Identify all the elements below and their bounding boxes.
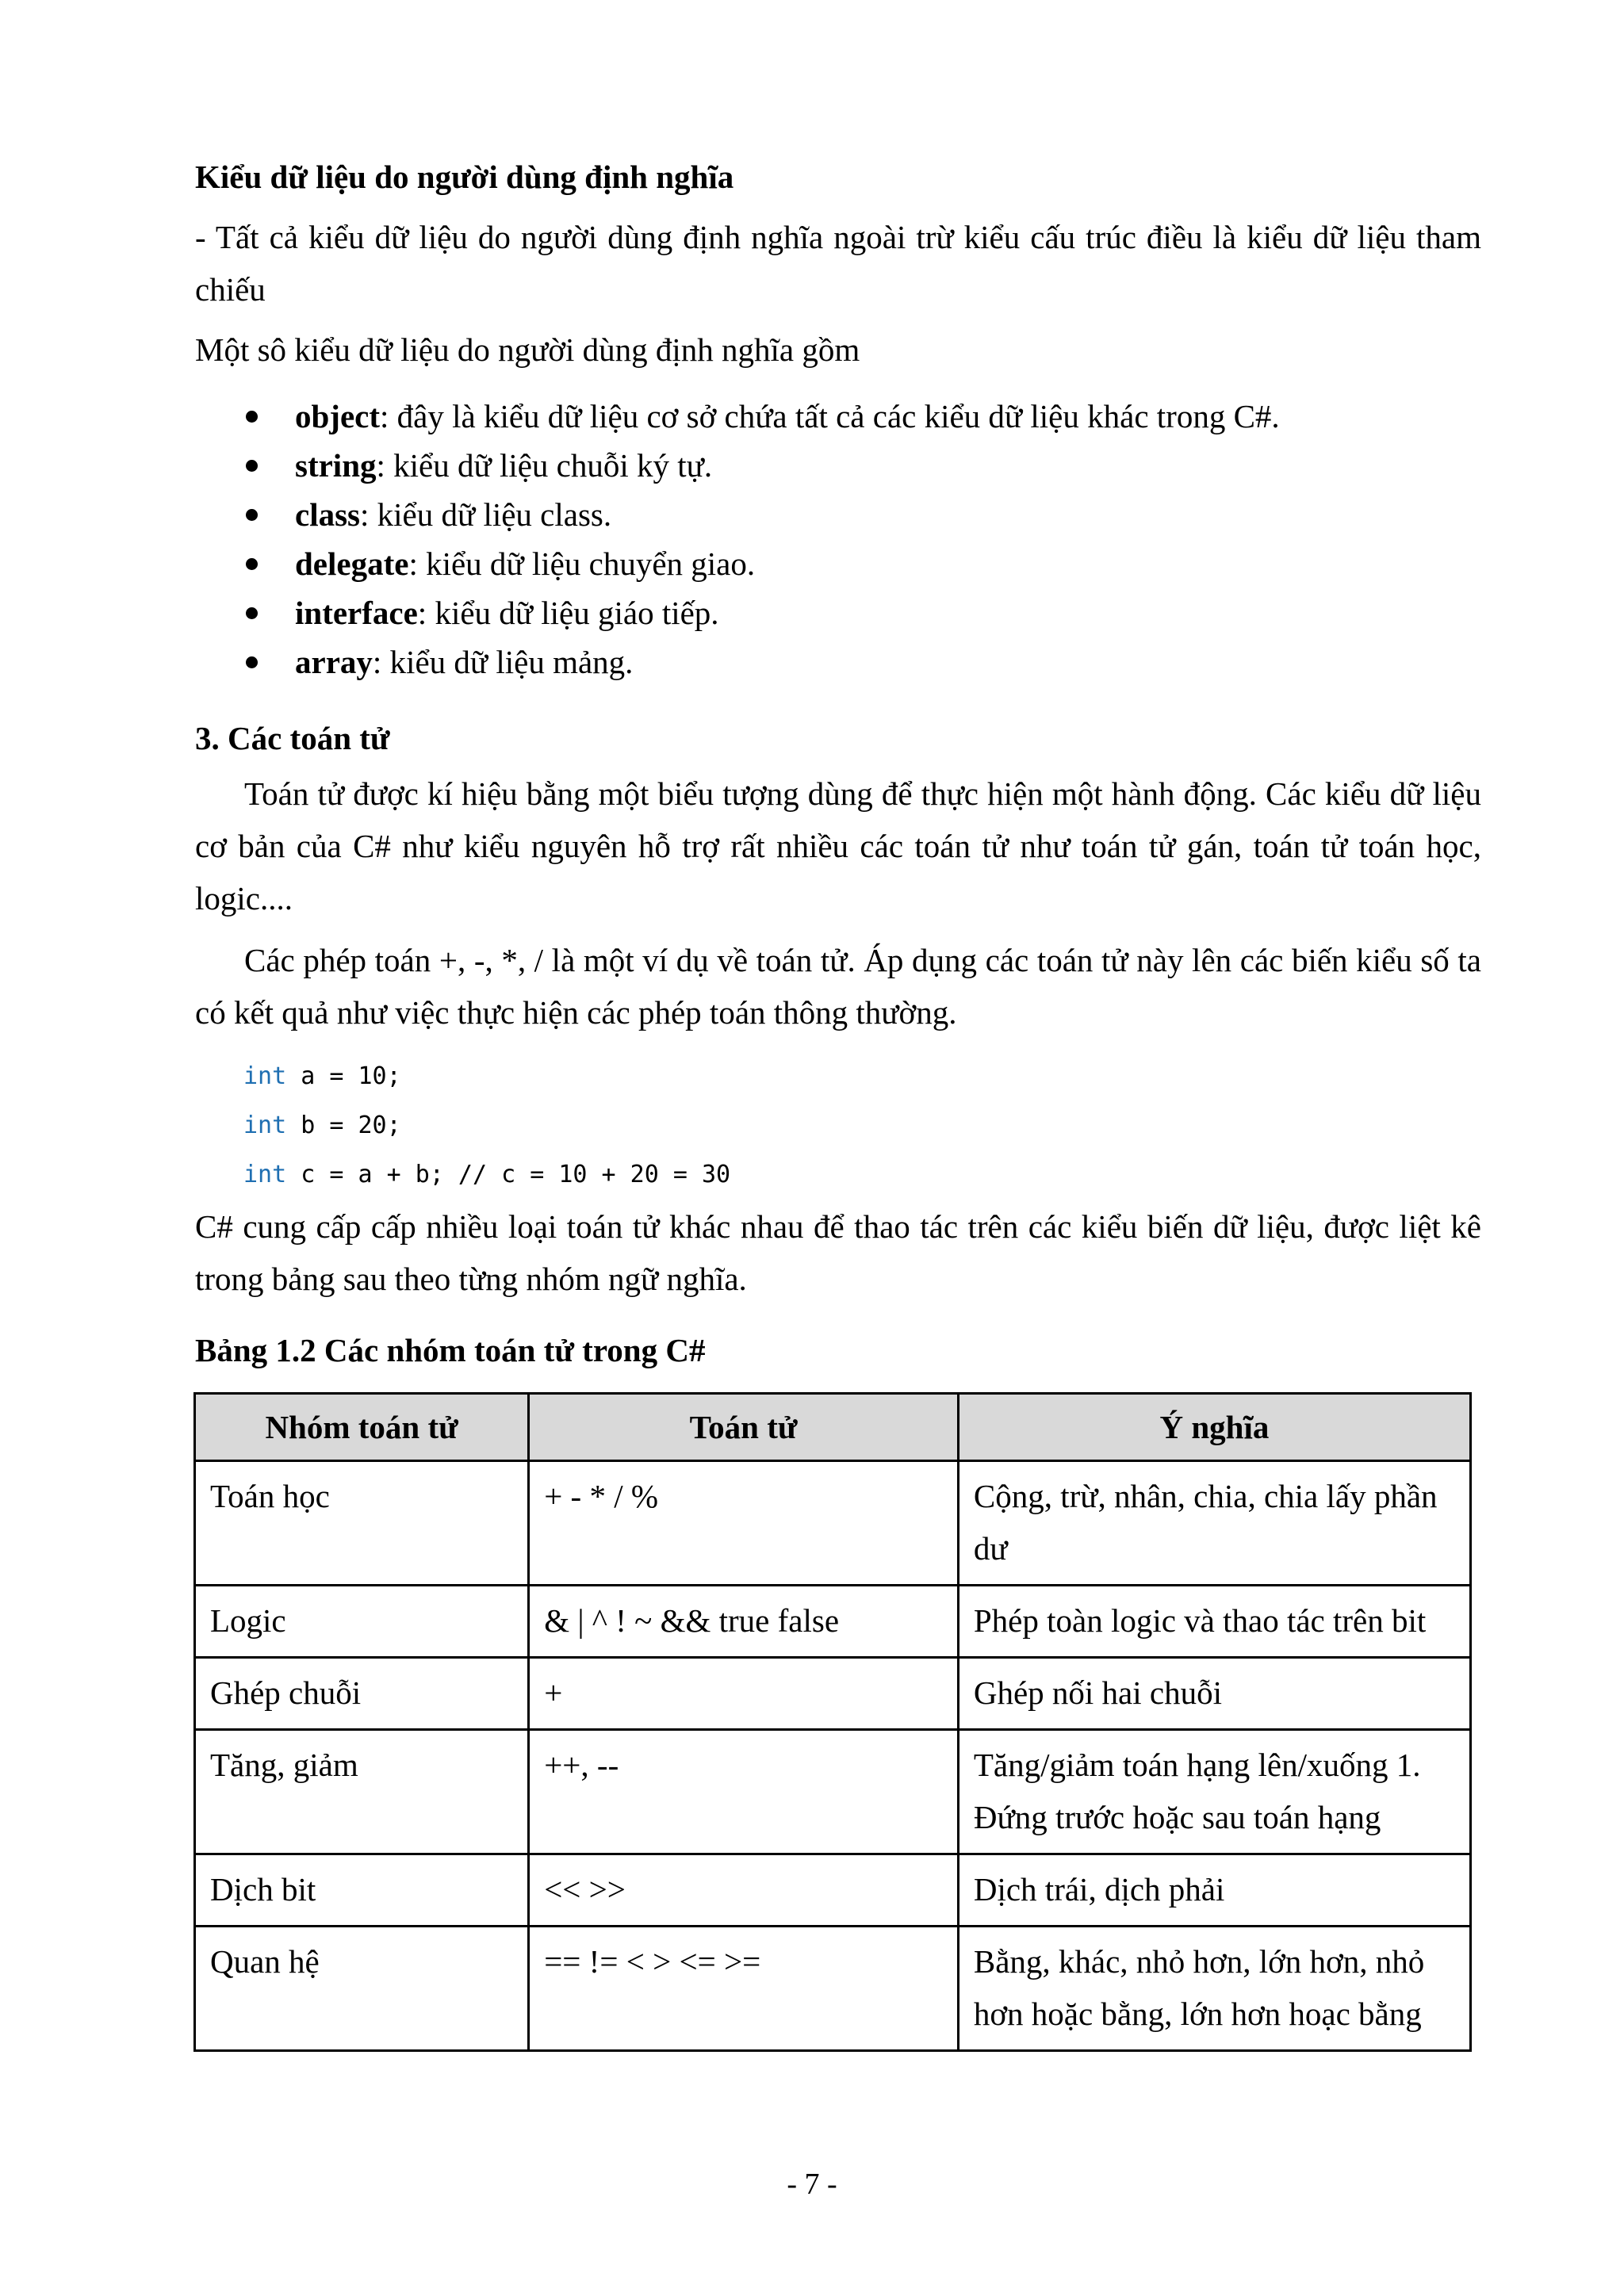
table-cell: + xyxy=(529,1658,959,1730)
code-text: a = 10; xyxy=(286,1062,401,1090)
table-row xyxy=(195,1927,1471,2051)
list-item xyxy=(195,490,1481,539)
table-cell: == != < > <= >= xyxy=(529,1927,959,2051)
code-line xyxy=(243,1110,401,1142)
table-row xyxy=(195,1730,1471,1854)
table-header-cell: Nhóm toán tử xyxy=(195,1394,529,1461)
list-item-desc: : kiểu dữ liệu chuỗi ký tự. xyxy=(376,447,713,484)
bullet-icon xyxy=(246,460,258,472)
list-item xyxy=(195,637,1481,687)
table-cell: & | ^ ! ~ && true false xyxy=(529,1586,959,1658)
list-item-term: delegate xyxy=(295,545,409,582)
table-cell: Dịch trái, dịch phải xyxy=(958,1854,1470,1927)
list-item xyxy=(195,441,1481,490)
table-cell: << >> xyxy=(529,1854,959,1927)
operators-table xyxy=(193,1392,1472,2052)
list-item xyxy=(195,392,1481,441)
code-text: c = a + b; // c = 10 + 20 = 30 xyxy=(286,1161,731,1188)
list-item xyxy=(195,588,1481,637)
list-item-term: array xyxy=(295,644,373,680)
paragraph-list-intro: Một sô kiểu dữ liệu do người dùng định nghĩa gồm xyxy=(195,331,860,368)
table-cell: + - * / % xyxy=(529,1461,959,1586)
bullet-icon xyxy=(246,558,258,570)
paragraph-operator-groups: C# cung cấp cấp nhiều loại toán tử khác nhau để thao tác trên các kiểu biến dữ liệu, được liệt kê trong bảng sau theo từng nhóm ngữ nghĩa. xyxy=(195,1208,1481,1297)
table-cell: ++, -- xyxy=(529,1730,959,1854)
code-keyword: int xyxy=(243,1161,287,1188)
code-line xyxy=(243,1159,730,1191)
table-row xyxy=(195,1461,1471,1586)
table-row xyxy=(195,1854,1471,1927)
bullet-icon xyxy=(246,411,258,423)
section-heading: Kiểu dữ liệu do người dùng định nghĩa xyxy=(195,159,734,195)
table-cell: Ghép chuỗi xyxy=(195,1658,529,1730)
code-keyword: int xyxy=(243,1062,287,1090)
table-cell: Logic xyxy=(195,1586,529,1658)
list-item-term: class xyxy=(295,496,360,533)
table-cell: Cộng, trừ, nhân, chia, chia lấy phần dư xyxy=(958,1461,1470,1586)
code-text: b = 20; xyxy=(286,1112,401,1139)
list-item-desc: : đây là kiểu dữ liệu cơ sở chứa tất cả các kiểu dữ liệu khác trong C#. xyxy=(380,398,1280,434)
list-item-desc: : kiểu dữ liệu mảng. xyxy=(372,644,634,680)
list-item-term: object xyxy=(295,398,381,434)
paragraph-reference-types: - Tất cả kiểu dữ liệu do người dùng định nghĩa ngoài trừ kiểu cấu trúc điều là kiểu dữ liệu tham chiếu xyxy=(195,219,1481,308)
list-item-term: string xyxy=(295,447,377,484)
table-header-cell: Toán tử xyxy=(529,1394,959,1461)
table-row xyxy=(195,1586,1471,1658)
operators-heading: 3. Các toán tử xyxy=(195,720,390,756)
bullet-icon xyxy=(246,656,258,668)
paragraph-operators-example: Các phép toán +, -, *, / là một ví dụ về toán tử. Áp dụng các toán tử này lên các biến kiểu số ta có kết quả như việc thực hiện các phép toán thông thường. xyxy=(195,942,1481,1031)
table-cell: Dịch bit xyxy=(195,1854,529,1927)
list-item xyxy=(195,539,1481,588)
table-row xyxy=(195,1658,1471,1730)
bullet-icon xyxy=(246,607,258,619)
code-keyword: int xyxy=(243,1112,287,1139)
table-header-row xyxy=(195,1394,1471,1461)
list-item-term: interface xyxy=(295,595,418,631)
table-cell: Toán học xyxy=(195,1461,529,1586)
table-cell: Phép toàn logic và thao tác trên bit xyxy=(958,1586,1470,1658)
code-line xyxy=(243,1061,401,1093)
paragraph-operators-intro: Toán tử được kí hiệu bằng một biểu tượng dùng để thực hiện một hành động. Các kiểu dữ liệu cơ bản của C# như kiểu nguyên hỗ trợ rất nhiều các toán tử như toán tử gán, toán tử toán học, logic.... xyxy=(195,775,1481,916)
table-cell: Bằng, khác, nhỏ hơn, lớn hơn, nhỏ hơn hoặc bằng, lớn hơn hoạc bằng xyxy=(958,1927,1470,2051)
user-type-list xyxy=(195,392,1481,687)
table-cell: Tăng, giảm xyxy=(195,1730,529,1854)
bullet-icon xyxy=(246,509,258,521)
list-item-desc: : kiểu dữ liệu giáo tiếp. xyxy=(417,595,719,631)
list-item-desc: : kiểu dữ liệu class. xyxy=(360,496,612,533)
table-cell: Tăng/giảm toán hạng lên/xuống 1. Đứng trước hoặc sau toán hạng xyxy=(958,1730,1470,1854)
table-header-cell: Ý nghĩa xyxy=(958,1394,1470,1461)
page-number: - 7 - xyxy=(787,2168,837,2201)
table-cell: Quan hệ xyxy=(195,1927,529,2051)
table-caption: Bảng 1.2 Các nhóm toán tử trong C# xyxy=(195,1332,706,1368)
table-cell: Ghép nối hai chuỗi xyxy=(958,1658,1470,1730)
list-item-desc: : kiểu dữ liệu chuyển giao. xyxy=(408,545,756,582)
